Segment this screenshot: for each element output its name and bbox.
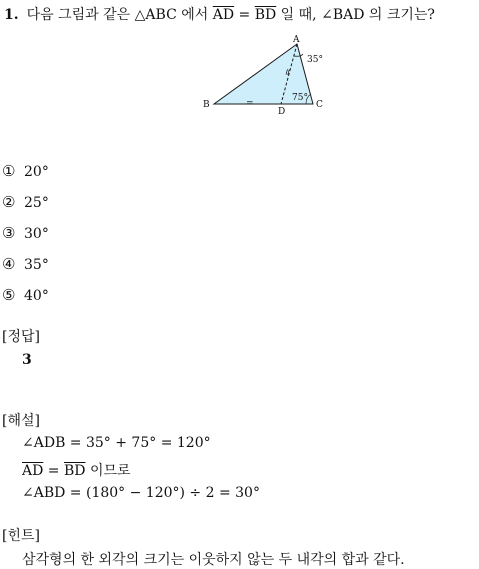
hint-header: [힌트]	[2, 528, 40, 544]
segment-ad: $\overline{AD}$	[212, 7, 235, 23]
choice-2-mark: ②	[2, 193, 16, 211]
answer-value: 3	[22, 352, 32, 368]
explanation-header: [해설]	[2, 413, 40, 429]
choice-4-text: 35°	[24, 257, 49, 273]
explanation-segment-ad: $\overline{AD}$	[22, 463, 44, 479]
hint-text: 삼각형의 한 외각의 크기는 이웃하지 않는 두 내각의 합과 같다.	[22, 552, 405, 568]
explanation-segment-bd: $\overline{BD}$	[63, 463, 86, 479]
explanation-line-1: ∠ADB = 35° + 75° = 120°	[22, 435, 211, 451]
answer-header: [정답]	[2, 329, 40, 345]
choice-5-text: 40°	[24, 288, 49, 304]
triangle-figure	[196, 34, 336, 116]
question-number: 1.	[4, 7, 19, 23]
angle-label-top: 35°	[307, 55, 323, 65]
choice-1-text: 20°	[24, 164, 49, 180]
tick-mark-bd: =	[246, 99, 254, 109]
choice-3-mark: ③	[2, 224, 16, 242]
choice-2[interactable]	[2, 193, 49, 211]
label-d: D	[278, 107, 286, 116]
choice-5-mark: ⑤	[2, 286, 16, 304]
question-text-after: 일 때, ∠BAD 의 크기는?	[276, 7, 435, 23]
choice-3[interactable]	[2, 224, 49, 242]
choice-1[interactable]	[2, 162, 49, 180]
tick-mark-ad: =	[282, 67, 295, 78]
choice-4[interactable]	[2, 255, 49, 273]
equals-sign: =	[234, 7, 255, 23]
choice-1-mark: ①	[2, 162, 16, 180]
choice-4-mark: ④	[2, 255, 16, 273]
explanation-line-2	[22, 460, 131, 480]
choice-5[interactable]	[2, 286, 49, 304]
question-text-before: 다음 그림과 같은 △ABC 에서	[26, 7, 213, 23]
angle-label-bottom: 75°	[292, 93, 308, 103]
choice-3-text: 30°	[24, 226, 49, 242]
label-a: A	[293, 35, 300, 45]
explanation-equals: =	[43, 463, 64, 479]
explanation-line-3: ∠ABD = (180° − 120°) ÷ 2 = 30°	[22, 485, 260, 501]
segment-bd: $\overline{BD}$	[254, 7, 277, 23]
choice-2-text: 25°	[24, 195, 49, 211]
label-c: C	[316, 100, 323, 110]
label-b: B	[203, 100, 210, 110]
question-line	[4, 4, 435, 24]
explanation-line-2-rest: 이므로	[85, 463, 131, 479]
